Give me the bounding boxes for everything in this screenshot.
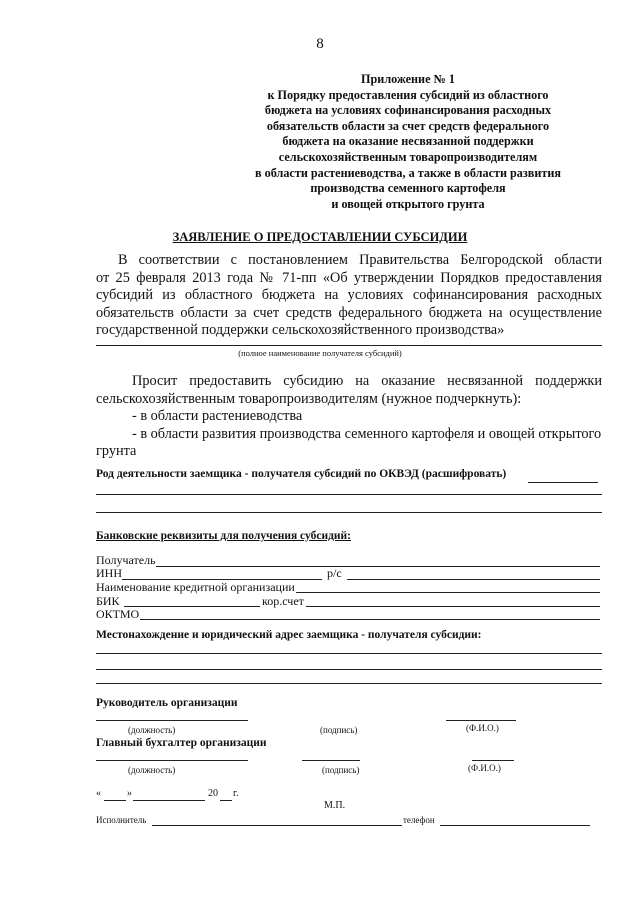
bank-recipient-label: Получатель bbox=[96, 553, 156, 567]
head-title: Руководитель организации bbox=[96, 697, 238, 709]
intro-line: от 25 февраля 2013 года № 71-пп «Об утверждении Порядков предоставления bbox=[96, 269, 602, 286]
bank-name-field[interactable] bbox=[296, 592, 600, 593]
okved-line-2[interactable] bbox=[96, 494, 602, 495]
okved-line-3[interactable] bbox=[96, 512, 602, 513]
date-year-suffix: г. bbox=[233, 788, 239, 799]
accountant-title: Главный бухгалтер организации bbox=[96, 737, 267, 749]
intro-line: субсидий из областного бюджета на условиях софинансирования расходных bbox=[96, 287, 602, 304]
account-label: р/с bbox=[327, 566, 342, 580]
intro-paragraph bbox=[96, 252, 602, 340]
head-position-caption: (должность) bbox=[128, 725, 176, 735]
recipient-caption: (полное наименование получателя субсидий) bbox=[238, 348, 402, 358]
account-field[interactable] bbox=[347, 579, 600, 580]
request-option-potato[interactable]: - в области развития производства семенного картофеля и овощей открытого bbox=[132, 425, 602, 442]
phone-label: телефон bbox=[403, 815, 435, 825]
accountant-position-caption: (должность) bbox=[128, 765, 176, 775]
appendix-line: Приложение № 1 bbox=[361, 72, 455, 86]
oktmo-label: ОКТМО bbox=[96, 607, 140, 621]
intro-line: обязательств области за счет средств федерального бюджета на осуществление bbox=[96, 304, 602, 321]
accountant-signature-caption: (подпись) bbox=[322, 765, 360, 775]
accountant-name-caption: (Ф.И.О.) bbox=[468, 763, 501, 773]
appendix-line: к Порядку предоставления субсидий из областного bbox=[267, 87, 549, 102]
page-number: 8 bbox=[316, 36, 324, 52]
accountant-name-line[interactable] bbox=[472, 760, 514, 761]
request-option-crops[interactable]: - в области растениеводства bbox=[132, 408, 303, 425]
appendix-line: сельскохозяйственным товаропроизводителям bbox=[278, 149, 538, 164]
bik-label: БИК bbox=[96, 594, 120, 608]
bank-recipient-field[interactable] bbox=[156, 566, 600, 567]
corr-account-label: кор.счет bbox=[262, 594, 304, 608]
phone-field[interactable] bbox=[440, 825, 590, 826]
date-day-field[interactable] bbox=[104, 800, 126, 801]
oktmo-field[interactable] bbox=[140, 619, 600, 620]
head-name-line[interactable] bbox=[446, 720, 516, 721]
date-year-prefix: 20 bbox=[208, 788, 218, 799]
head-name-caption: (Ф.И.О.) bbox=[466, 723, 499, 733]
date-open-quote: « bbox=[96, 788, 101, 799]
date-year-field[interactable] bbox=[220, 800, 232, 801]
stamp-label: М.П. bbox=[324, 800, 346, 811]
recipient-name-line[interactable] bbox=[96, 345, 602, 346]
address-line-3[interactable] bbox=[96, 683, 602, 684]
executor-field[interactable] bbox=[152, 825, 402, 826]
okved-label: Род деятельности заемщика - получателя субсидий по ОКВЭД (расшифровать) bbox=[96, 468, 507, 480]
okved-line[interactable] bbox=[528, 482, 598, 483]
bank-name-label: Наименование кредитной организации bbox=[96, 580, 295, 594]
address-line-1[interactable] bbox=[96, 653, 602, 654]
date-month-field[interactable] bbox=[133, 800, 205, 801]
bik-field[interactable] bbox=[124, 606, 260, 607]
form-title bbox=[0, 230, 640, 245]
accountant-position-line[interactable] bbox=[96, 760, 248, 761]
form-title-text: ЗАЯВЛЕНИЕ О ПРЕДОСТАВЛЕНИИ СУБСИДИИ bbox=[172, 230, 468, 244]
head-position-line[interactable] bbox=[96, 720, 248, 721]
request-line: Просит предоставить субсидию на оказание несвязанной поддержки bbox=[132, 373, 602, 389]
appendix-line: в области растениеводства, а также в области развития bbox=[254, 165, 562, 180]
head-signature-caption: (подпись) bbox=[320, 725, 358, 735]
request-line: сельскохозяйственным товаропроизводителям (нужное подчеркнуть): bbox=[96, 390, 522, 407]
accountant-signature-line[interactable] bbox=[302, 760, 360, 761]
intro-line: В соответствии с постановлением Правительства Белгородской области bbox=[118, 252, 602, 268]
date-close-quote: » bbox=[127, 788, 132, 799]
intro-line: государственной поддержки сельскохозяйственного производства» bbox=[96, 322, 505, 339]
address-line-2[interactable] bbox=[96, 669, 602, 670]
request-paragraph bbox=[96, 373, 602, 461]
address-heading: Местонахождение и юридический адрес заемщика - получателя субсидии: bbox=[96, 629, 482, 641]
request-line: грунта bbox=[96, 443, 137, 460]
appendix-line: бюджета на условиях софинансирования расходных bbox=[264, 103, 552, 118]
corr-account-field[interactable] bbox=[306, 606, 600, 607]
appendix-line: обязательств области за счет средств федерального bbox=[266, 118, 550, 133]
bank-heading: Банковские реквизиты для получения субсидий: bbox=[96, 530, 351, 542]
inn-label: ИНН bbox=[96, 566, 122, 580]
appendix-line: бюджета на оказание несвязанной поддержки bbox=[282, 134, 534, 149]
appendix-line: и овощей открытого грунта bbox=[331, 196, 485, 211]
appendix-header bbox=[228, 72, 588, 212]
executor-label: Исполнитель bbox=[96, 815, 147, 825]
appendix-line: производства семенного картофеля bbox=[310, 181, 506, 196]
